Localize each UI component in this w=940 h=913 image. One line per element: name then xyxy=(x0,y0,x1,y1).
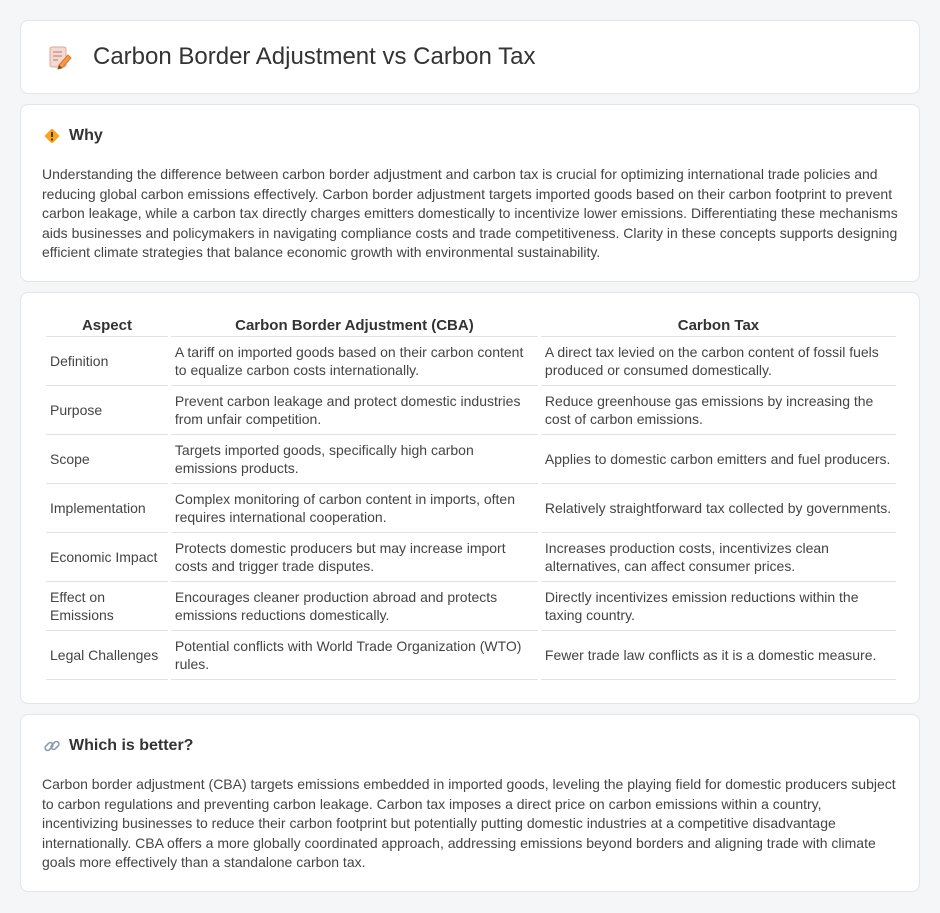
carbon-tax-cell: Reduce greenhouse gas emissions by increasing the cost of carbon emissions. xyxy=(541,386,896,435)
comparison-section xyxy=(20,292,920,704)
aspect-cell: Purpose xyxy=(46,386,168,435)
cba-cell: Protects domestic producers but may increase import costs and trigger trade disputes. xyxy=(171,533,538,582)
cba-cell: Targets imported goods, specifically high carbon emissions products. xyxy=(171,435,538,484)
carbon-tax-cell: Relatively straightforward tax collected by governments. xyxy=(541,484,896,533)
header-aspect: Aspect xyxy=(46,315,168,337)
carbon-tax-cell: Increases production costs, incentivizes clean alternatives, can affect consumer prices. xyxy=(541,533,896,582)
better-body: Carbon border adjustment (CBA) targets emissions embedded in imported goods, leveling the playing field for domestic producers subject to carbon regulations and preventing carbon leakage. Carbon tax imposes a direct price on carbon emissions within a country, incentivizing businesses to reduce their carbon footprint but potentially putting domestic industries at a competitive disadvantage internationally. CBA offers a more globally coordinated approach, addressing emissions beyond borders and aligning trade with climate goals more effectively than a standalone carbon tax. xyxy=(42,776,896,871)
carbon-tax-cell: Applies to domestic carbon emitters and fuel producers. xyxy=(541,435,896,484)
header-cba: Carbon Border Adjustment (CBA) xyxy=(171,315,538,337)
cba-cell: Complex monitoring of carbon content in imports, often requires international cooperation. xyxy=(171,484,538,533)
table-row xyxy=(46,631,896,680)
header-carbon-tax: Carbon Tax xyxy=(541,315,896,337)
which-is-better-section xyxy=(20,714,920,892)
carbon-tax-cell: Fewer trade law conflicts as it is a domestic measure. xyxy=(541,631,896,680)
why-body: Understanding the difference between carbon border adjustment and carbon tax is crucial for optimizing international trade policies and reducing global carbon emissions effectively. Carbon border adjustment targets imported goods based on their carbon footprint to prevent carbon leakage, while a carbon tax directly charges emitters domestically to incentivize lower emissions. Differentiating these mechanisms aids businesses and policymakers in navigating compliance costs and trade competitiveness. Clarity in these concepts supports designing efficient climate strategies that balance economic growth with environmental sustainability. xyxy=(42,166,898,261)
table-row xyxy=(46,533,896,582)
aspect-cell: Effect on Emissions xyxy=(46,582,168,631)
table-row xyxy=(46,582,896,631)
table-row xyxy=(46,435,896,484)
table-header-row xyxy=(46,315,896,337)
cba-cell: Encourages cleaner production abroad and protects emissions reductions domestically. xyxy=(171,582,538,631)
table-row xyxy=(46,484,896,533)
better-heading xyxy=(43,737,193,755)
carbon-tax-cell: Directly incentivizes emission reductions within the taxing country. xyxy=(541,582,896,631)
comparison-table xyxy=(43,315,899,680)
warning-diamond-icon xyxy=(43,127,61,145)
why-title: Why xyxy=(69,127,103,144)
cba-cell: A tariff on imported goods based on their carbon content to equalize carbon costs internationally. xyxy=(171,337,538,386)
carbon-tax-cell: A direct tax levied on the carbon content of fossil fuels produced or consumed domestically. xyxy=(541,337,896,386)
cba-cell: Prevent carbon leakage and protect domestic industries from unfair competition. xyxy=(171,386,538,435)
cba-cell: Potential conflicts with World Trade Organization (WTO) rules. xyxy=(171,631,538,680)
aspect-cell: Implementation xyxy=(46,484,168,533)
why-section xyxy=(20,104,920,282)
table-row xyxy=(46,386,896,435)
title-card xyxy=(20,20,920,94)
link-icon xyxy=(43,737,61,755)
aspect-cell: Legal Challenges xyxy=(46,631,168,680)
aspect-cell: Definition xyxy=(46,337,168,386)
title-row xyxy=(45,43,535,71)
aspect-cell: Scope xyxy=(46,435,168,484)
why-heading xyxy=(43,127,103,145)
aspect-cell: Economic Impact xyxy=(46,533,168,582)
table-row xyxy=(46,337,896,386)
better-title: Which is better? xyxy=(69,737,194,754)
page-title: Carbon Border Adjustment vs Carbon Tax xyxy=(93,43,536,70)
document-edit-icon xyxy=(45,43,73,71)
